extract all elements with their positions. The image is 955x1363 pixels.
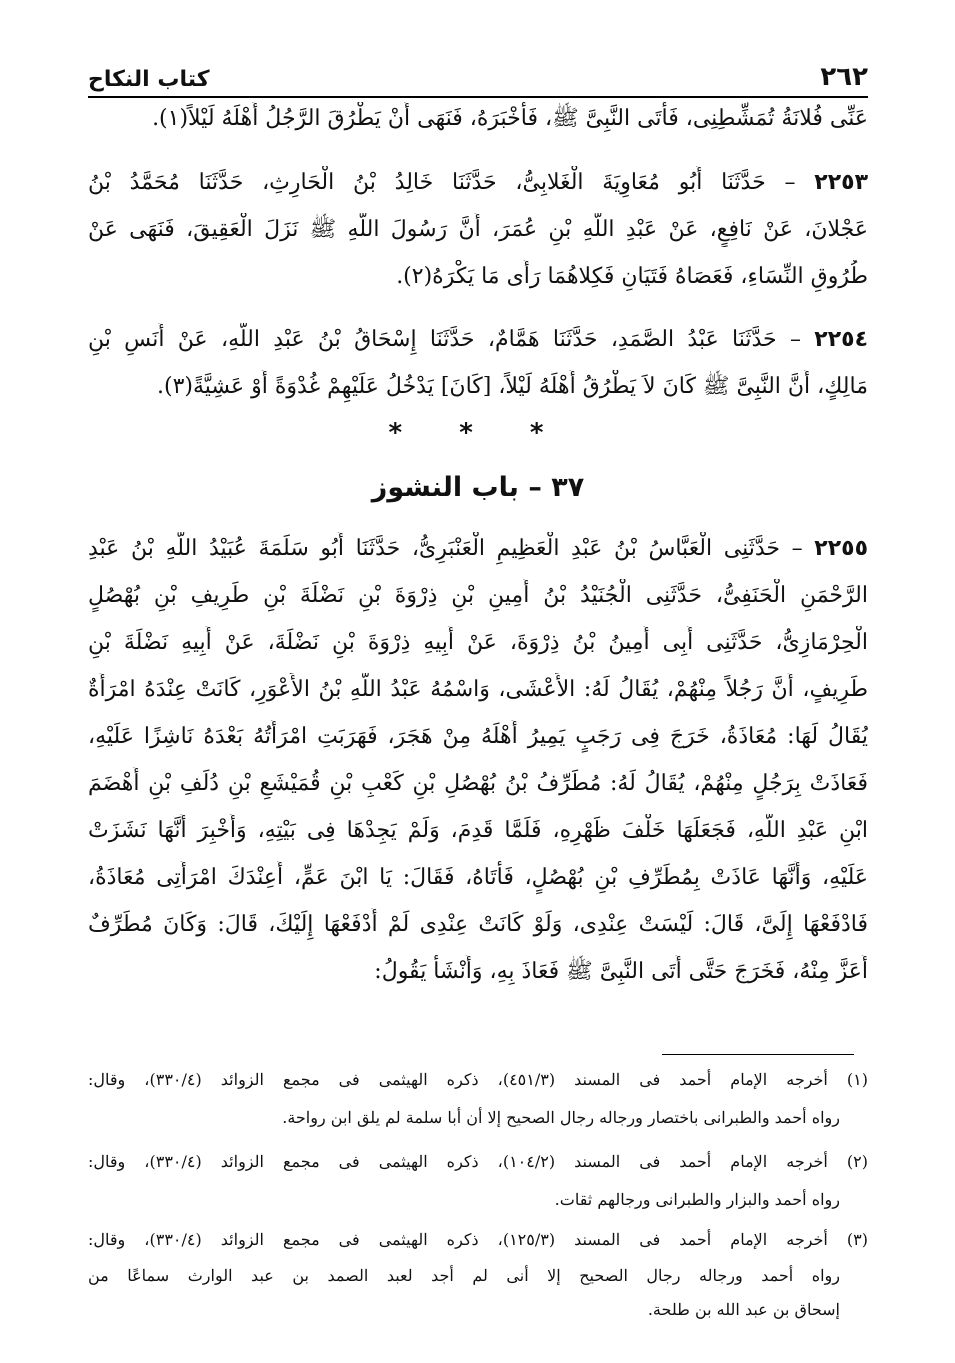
section-separator: * * * [388,418,568,448]
hadith-2253-line-2: عَجْلانَ، عَنْ نَافِعٍ، عَنْ عَبْدِ اللَّهِ بْنِ عُمَرَ، أَنَّ رَسُولَ اللَّهِ ﷺ نَزَلَ الْعَقِيقَ، فَنَهَى عَنْ [88,217,868,242]
header-rule [88,96,868,98]
hadith-2255-line-1 [88,532,868,566]
hadith-2255-line-2: الرَّحْمَنِ الْحَنَفِىُّ، حَدَّثَنِى الْجُنَيْدُ بْنُ أَمِينِ بْنِ ذِرْوَةَ بْنِ نَضْلَةَ بْنِ طَرِيفِ بْنِ بُهْصُلٍ [88,583,868,608]
running-header [88,52,868,92]
hadith-text: – حَدَّثَنَا أَبُو مُعَاوِيَةَ الْغَلابِىُّ، حَدَّثَنَا خَالِدُ بْنُ الْحَارِثِ، حَدَّثَنَا مُحَمَّدُ بْنُ [88,170,796,195]
hadith-2253-line-3: طُرُوقِ النِّسَاءِ، فَعَصَاهُ فَتَيَانِ فَكِلاهُمَا رَأَى مَا يَكْرَهُ(٢). [396,264,868,289]
hadith-2255-line-10: أَعَزَّ مِنْهُ، فَخَرَجَ حَتَّى أَتَى النَّبِىَّ ﷺ فَعَاذَ بِهِ، وَأَنْشَأَ يَقُولُ: [374,959,868,984]
continuation-line: عَنِّى فُلانَةُ تُمَشِّطِنِى، فَأَتَى النَّبِىَّ ﷺ، فَأَخْبَرَهُ، فَنَهَى أَنْ يَطْرُقَ الرَّجُلُ أَهْلَهُ لَيْلاً(١). [152,106,868,131]
footnote-3-line-2: رواه أحمد ورجاله رجال الصحيح إلا أنى لم أجد لعبد الصمد بن عبد الوارث سماعًا من [88,1266,840,1285]
hadith-number: ٢٢٥٥ [814,536,868,561]
hadith-2254-line-1 [88,323,868,357]
footnote-2-line-1: (٢) أخرجه الإمام أحمد فى المسند (١٠٤/٢)، ذكره الهيثمى فى مجمع الزوائد (٣٣٠/٤)، وقال: [88,1152,868,1171]
page-number: ٢٦٢ [820,62,868,92]
footnote-rule [662,1054,854,1055]
hadith-2255-line-8: عَلَيْهِ، وَأَنَّهَا عَاذَتْ بِمُطَرِّفِ بْنِ بُهْصُلٍ، فَأَتَاهُ، فَقَالَ: يَا ابْنَ عَمٍّ، أَعِنْدَكَ امْرَأَتِى مُعَاذَةُ، [88,865,868,890]
hadith-text: – حَدَّثَنِى الْعَبَّاسُ بْنُ عَبْدِ الْعَظِيمِ الْعَنْبَرِىُّ، حَدَّثَنَا أَبُو سَلَمَةَ عُبَيْدُ اللَّهِ بْنُ عَبْدِ [88,536,803,561]
hadith-2255-line-6: فَعَاذَتْ بِرَجُلٍ مِنْهُمْ، يُقَالُ لَهُ: مُطَرِّفُ بْنُ بُهْصُلِ بْنِ كَعْبِ بْنِ قُمَيْشَعِ بْنِ دُلَفِ بْنِ أَهْضَمَ [88,771,868,796]
footnote-2-line-2: رواه أحمد والبزار والطبرانى ورجالهم ثقات. [554,1190,840,1209]
hadith-2255-line-5: يُقَالُ لَهَا: مُعَاذَةُ، خَرَجَ فِى رَجَبٍ يَمِيرُ أَهْلَهُ مِنْ هَجَرَ، فَهَرَبَتِ امْرَأَتُهُ بَعْدَهُ نَاشِزًا عَلَيْهِ، [88,724,868,749]
footnote-3-line-1: (٣) أخرجه الإمام أحمد فى المسند (١٢٥/٣)، ذكره الهيثمى فى مجمع الزوائد (٣٣٠/٤)، وقال: [88,1230,868,1249]
hadith-2255-line-3: الْحِرْمَازِىُّ، حَدَّثَنِى أَبِى أَمِينُ بْنُ ذِرْوَةَ، عَنْ أَبِيهِ ذِرْوَةَ بْنِ نَضْلَةَ، عَنْ أَبِيهِ نَضْلَةَ بْنِ [88,630,868,655]
hadith-2255-line-4: طَرِيفٍ، أَنَّ رَجُلاً مِنْهُمْ، يُقَالُ لَهُ: الأَعْشَى، وَاسْمُهُ عَبْدُ اللَّهِ بْنُ الأَعْوَرِ، كَانَتْ عِنْدَهُ امْرَأَةٌ [88,677,868,702]
chapter-title: ٣٧ – باب النشوز [371,472,585,503]
hadith-2253-line-1 [88,166,868,200]
book-title: كتاب النكاح [88,67,210,92]
hadith-2255-line-9: فَادْفَعْهَا إِلَىَّ، قَالَ: لَيْسَتْ عِنْدِى، وَلَوْ كَانَتْ عِنْدِى لَمْ أَدْفَعْهَا إِلَيْكَ، قَالَ: وَكَانَ مُطَرِّفٌ [88,912,868,937]
hadith-2255-line-7: ابْنِ عَبْدِ اللَّهِ، فَجَعَلَهَا خَلْفَ ظَهْرِهِ، فَلَمَّا قَدِمَ، وَلَمْ يَجِدْهَا فِى بَيْتِهِ، وَأُخْبِرَ أَنَّهَا نَشَزَتْ [88,818,868,843]
footnote-1-line-1: (١) أخرجه الإمام أحمد فى المسند (٤٥١/٣)، ذكره الهيثمى فى مجمع الزوائد (٣٣٠/٤)، وقال: [88,1070,868,1089]
footnote-3-line-3: إسحاق بن عبد الله بن طلحة. [647,1300,840,1319]
hadith-number: ٢٢٥٣ [814,170,868,195]
hadith-text: – حَدَّثَنَا عَبْدُ الصَّمَدِ، حَدَّثَنَا هَمَّامٌ، حَدَّثَنَا إِسْحَاقُ بْنُ عَبْدِ اللَّهِ، عَنْ أَنَسِ بْنِ [88,327,801,352]
footnote-1-line-2: رواه أحمد والطبرانى باختصار ورجاله رجال الصحيح إلا أن أبا سلمة لم يلق ابن رواحة. [282,1108,840,1127]
hadith-2254-line-2: مَالِكٍ، أَنَّ النَّبِىَّ ﷺ كَانَ لاَ يَطْرُقُ أَهْلَهُ لَيْلاً، [كَانَ] يَدْخُلُ عَلَيْهِمْ غُدْوَةً أَوْ عَشِيَّةً(٣). [156,374,868,399]
hadith-number: ٢٢٥٤ [814,327,868,352]
